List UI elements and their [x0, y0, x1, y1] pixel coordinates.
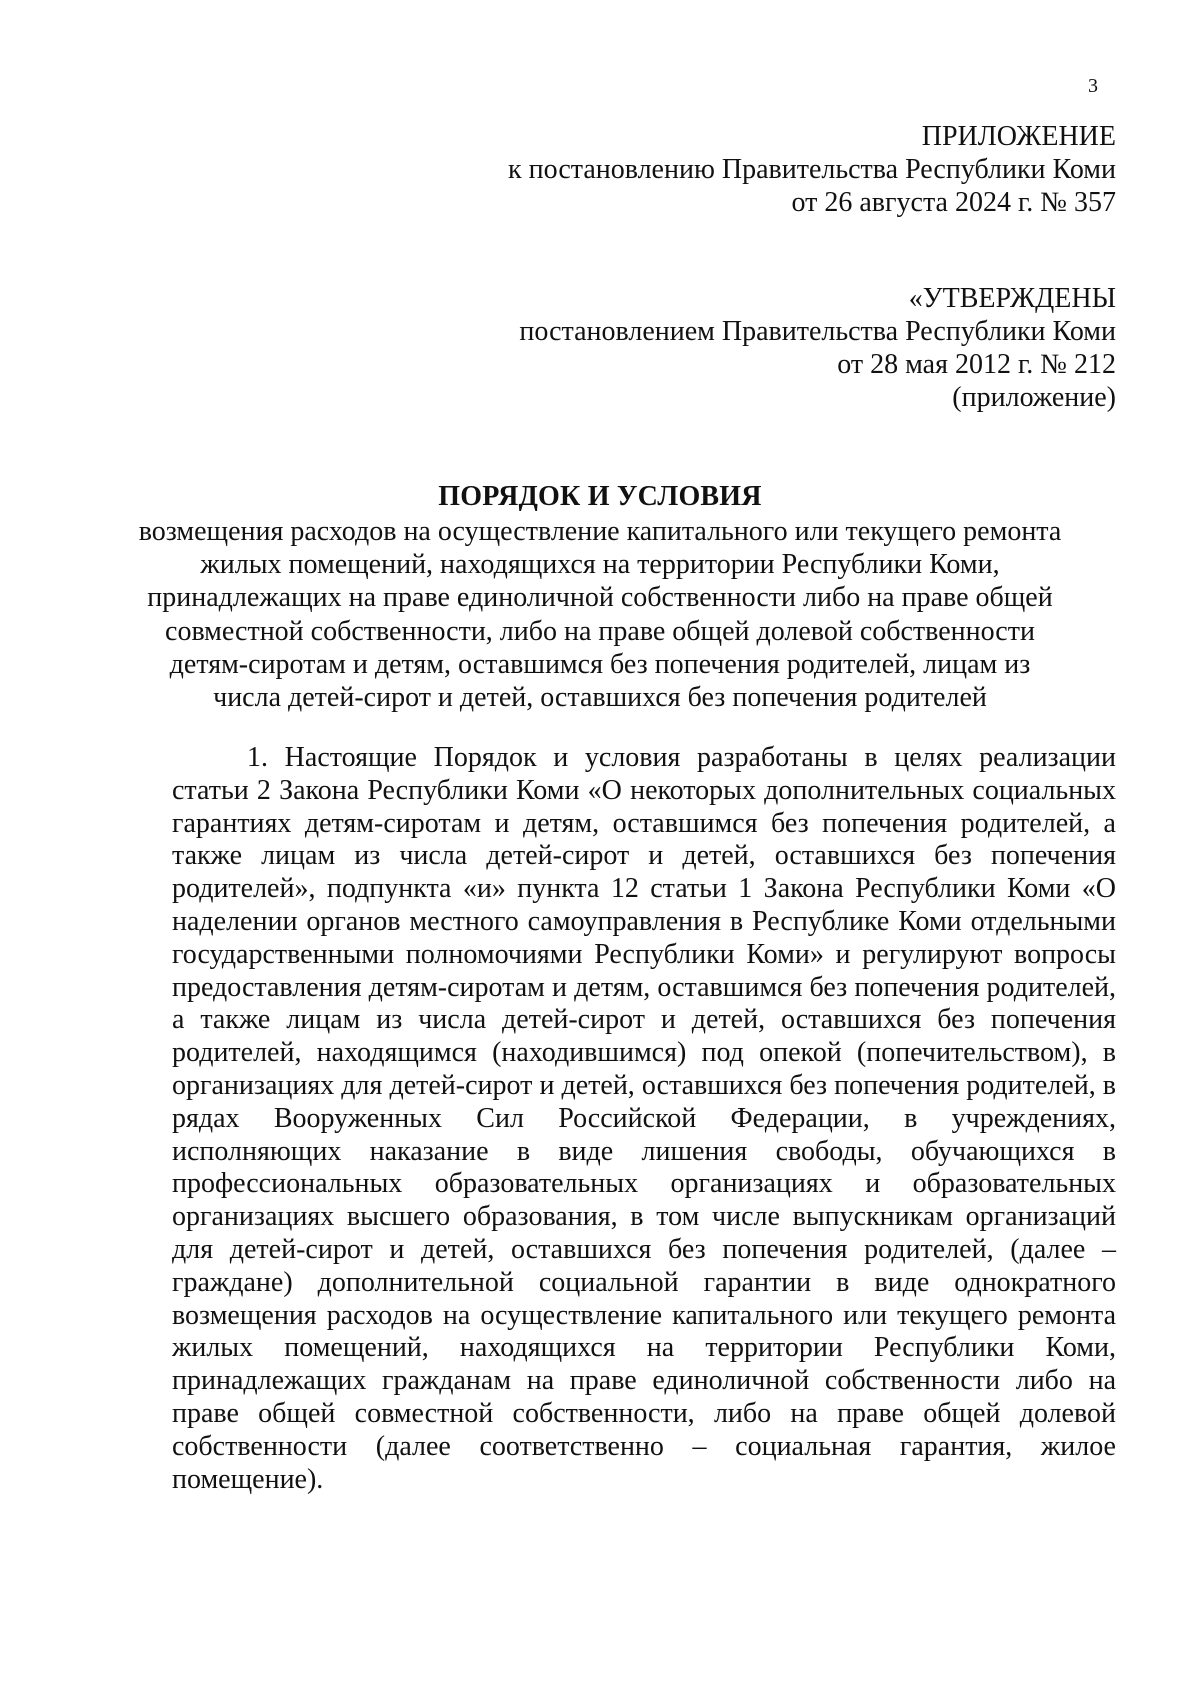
title-heading: ПОРЯДОК И УСЛОВИЯ — [438, 481, 762, 512]
appendix-line-2: от 26 августа 2024 г. № 357 — [791, 187, 1116, 218]
appendix-line-1: к постановлению Правительства Республики Коми — [508, 154, 1116, 185]
approved-line-3: (приложение) — [952, 382, 1116, 413]
title-line-3: принадлежащих на праве единоличной собственности либо на праве общей — [147, 582, 1053, 614]
paragraph-1: 1. Настоящие Порядок и условия разработаны в целях реализации статьи 2 Закона Республики Коми «О некоторых дополнительных социальных гарантиях детям-сиротам и детям, оставшимся без попечения родителей, а также лицам из числа детей-сирот и детей, оставшихся без попечения родителей», подпункта «и» пункта 12 статьи 1 Закона Республики Коми «О наделении органов местного самоуправления в Республике Коми отдельными государственными полномочиями Республики Коми» и регулируют вопросы предоставления детям-сиротам и детям, оставшимся без попечения родителей, а также лицам из числа детей-сирот и детей, оставшихся без попечения родителей, находящимся (находившимся) под опекой (попечительством), в организациях для детей-сирот и детей, оставшихся без попечения родителей, в рядах Вооруженных Сил Российской Федерации, в учреждениях, исполняющих наказание в виде лишения свободы, обучающихся в профессиональных образовательных организациях и образовательных организациях высшего образования, в том числе выпускникам организаций для детей-сирот и детей, оставшихся без попечения родителей, (далее – граждане) дополнительной социальной гарантии в виде однократного возмещения расходов на осуществление капитального или текущего ремонта жилых помещений, находящихся на территории Республики Коми, принадлежащих гражданам на праве единоличной собственности либо на праве общей совместной собственности, либо на праве общей долевой собственности (далее соответственно – социальная гарантия, жилое помещение). — [172, 742, 1116, 1495]
title-line-6: числа детей-сирот и детей, оставшихся без попечения родителей — [213, 682, 987, 714]
title-line-2: жилых помещений, находящихся на территории Республики Коми, — [200, 549, 1000, 581]
title-line-1: возмещения расходов на осуществление капитального или текущего ремонта — [138, 516, 1062, 547]
approved-line-1: постановлением Правительства Республики Коми — [519, 316, 1116, 347]
appendix-block — [508, 120, 1116, 219]
title-line-4: совместной собственности, либо на праве общей долевой собственности — [165, 615, 1035, 647]
title-subtitle — [84, 515, 1116, 714]
page-number: 3 — [1088, 75, 1098, 97]
approved-label: «УТВЕРЖДЕНЫ — [908, 283, 1116, 314]
document-title — [84, 479, 1116, 714]
approved-block — [519, 282, 1116, 414]
title-line-5: детям-сиротам и детям, оставшимся без попечения родителей, лицам из — [169, 648, 1031, 680]
approved-line-2: от 28 мая 2012 г. № 212 — [837, 349, 1116, 380]
appendix-label: ПРИЛОЖЕНИЕ — [921, 121, 1116, 152]
